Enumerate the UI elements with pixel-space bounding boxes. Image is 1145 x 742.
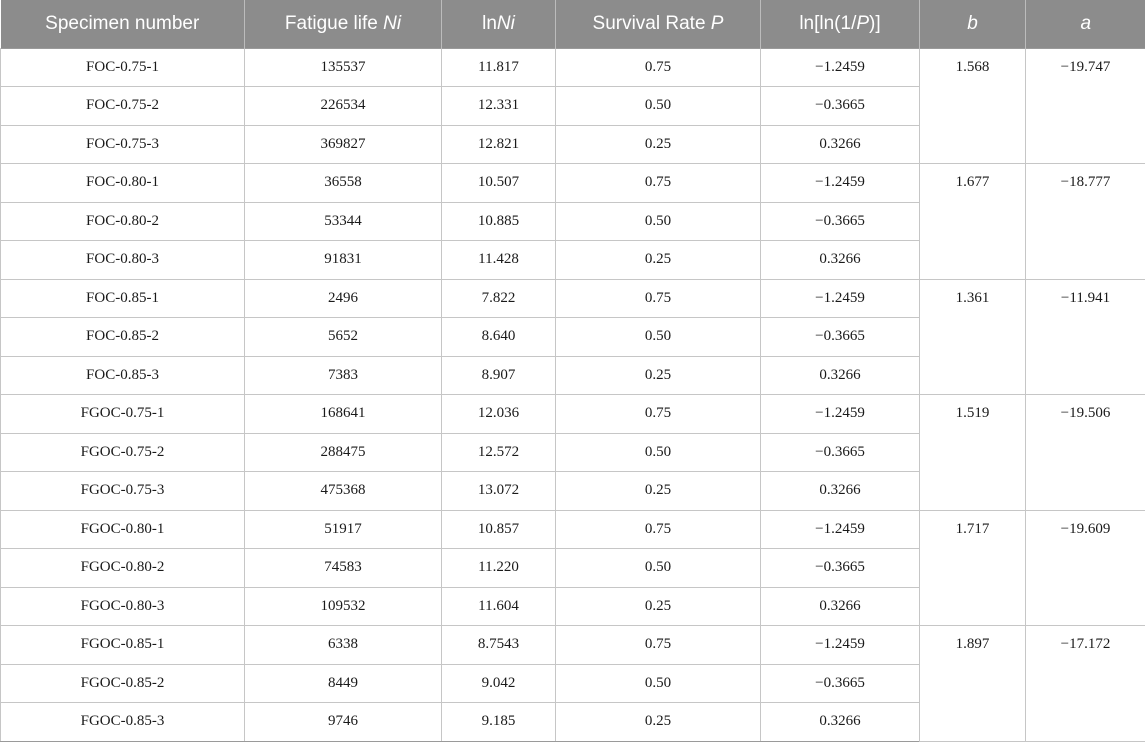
cell-lnln-p: −1.2459 xyxy=(761,395,920,434)
cell-ln-ni: 11.604 xyxy=(442,587,556,626)
header-a xyxy=(1026,0,1145,48)
cell-b-value: 1.568 xyxy=(920,48,1026,164)
cell-specimen: FOC-0.75-2 xyxy=(1,87,245,126)
header-specimen-number xyxy=(1,0,245,48)
cell-lnln-p: 0.3266 xyxy=(761,356,920,395)
cell-survival-rate: 0.50 xyxy=(556,202,761,241)
cell-lnln-p: −0.3665 xyxy=(761,433,920,472)
cell-survival-rate: 0.25 xyxy=(556,587,761,626)
cell-lnln-p: −0.3665 xyxy=(761,318,920,357)
cell-fatigue-life: 5652 xyxy=(245,318,442,357)
cell-fatigue-life: 9746 xyxy=(245,703,442,742)
cell-fatigue-life: 8449 xyxy=(245,664,442,703)
cell-specimen: FGOC-0.75-1 xyxy=(1,395,245,434)
cell-lnln-p: −1.2459 xyxy=(761,164,920,203)
table-row xyxy=(1,626,1145,665)
cell-fatigue-life: 135537 xyxy=(245,48,442,87)
cell-fatigue-life: 2496 xyxy=(245,279,442,318)
cell-fatigue-life: 7383 xyxy=(245,356,442,395)
cell-a-value: −18.777 xyxy=(1026,164,1145,280)
cell-fatigue-life: 53344 xyxy=(245,202,442,241)
header-specimen-text: Specimen number xyxy=(45,13,199,34)
table-header xyxy=(1,0,1145,48)
table-row xyxy=(1,279,1145,318)
cell-lnln-p: 0.3266 xyxy=(761,241,920,280)
cell-ln-ni: 10.507 xyxy=(442,164,556,203)
table-row xyxy=(1,48,1145,87)
cell-fatigue-life: 226534 xyxy=(245,87,442,126)
header-fatigue-symbol: Ni xyxy=(383,13,401,34)
cell-b-value: 1.677 xyxy=(920,164,1026,280)
table-row xyxy=(1,395,1145,434)
cell-survival-rate: 0.25 xyxy=(556,703,761,742)
cell-survival-rate: 0.50 xyxy=(556,318,761,357)
cell-survival-rate: 0.75 xyxy=(556,279,761,318)
cell-ln-ni: 10.857 xyxy=(442,510,556,549)
cell-fatigue-life: 109532 xyxy=(245,587,442,626)
cell-lnln-p: −1.2459 xyxy=(761,626,920,665)
cell-ln-ni: 13.072 xyxy=(442,472,556,511)
cell-specimen: FGOC-0.80-1 xyxy=(1,510,245,549)
header-lnln-post: )] xyxy=(869,13,881,34)
cell-specimen: FGOC-0.80-3 xyxy=(1,587,245,626)
cell-lnln-p: −0.3665 xyxy=(761,549,920,588)
cell-ln-ni: 8.7543 xyxy=(442,626,556,665)
cell-survival-rate: 0.75 xyxy=(556,164,761,203)
cell-a-value: −19.747 xyxy=(1026,48,1145,164)
cell-survival-rate: 0.50 xyxy=(556,664,761,703)
cell-ln-ni: 10.885 xyxy=(442,202,556,241)
cell-ln-ni: 7.822 xyxy=(442,279,556,318)
cell-a-value: −19.609 xyxy=(1026,510,1145,626)
cell-specimen: FOC-0.75-1 xyxy=(1,48,245,87)
table-row xyxy=(1,510,1145,549)
header-survival-rate xyxy=(556,0,761,48)
cell-specimen: FGOC-0.75-2 xyxy=(1,433,245,472)
cell-survival-rate: 0.25 xyxy=(556,356,761,395)
cell-survival-rate: 0.25 xyxy=(556,241,761,280)
cell-lnln-p: −0.3665 xyxy=(761,202,920,241)
cell-b-value: 1.361 xyxy=(920,279,1026,395)
cell-fatigue-life: 369827 xyxy=(245,125,442,164)
header-survival-symbol: P xyxy=(711,13,724,34)
header-fatigue-text: Fatigue life xyxy=(285,13,383,34)
header-ln-symbol: Ni xyxy=(497,13,515,34)
cell-fatigue-life: 6338 xyxy=(245,626,442,665)
cell-lnln-p: −1.2459 xyxy=(761,510,920,549)
header-ln-text: ln xyxy=(482,13,497,34)
cell-survival-rate: 0.75 xyxy=(556,510,761,549)
cell-ln-ni: 12.331 xyxy=(442,87,556,126)
header-fatigue-life xyxy=(245,0,442,48)
cell-specimen: FOC-0.85-2 xyxy=(1,318,245,357)
cell-fatigue-life: 91831 xyxy=(245,241,442,280)
cell-ln-ni: 12.821 xyxy=(442,125,556,164)
cell-survival-rate: 0.25 xyxy=(556,125,761,164)
cell-lnln-p: 0.3266 xyxy=(761,703,920,742)
cell-specimen: FOC-0.75-3 xyxy=(1,125,245,164)
cell-specimen: FOC-0.85-1 xyxy=(1,279,245,318)
cell-lnln-p: 0.3266 xyxy=(761,472,920,511)
cell-specimen: FGOC-0.85-3 xyxy=(1,703,245,742)
cell-a-value: −11.941 xyxy=(1026,279,1145,395)
cell-survival-rate: 0.75 xyxy=(556,626,761,665)
header-row xyxy=(1,0,1145,48)
cell-survival-rate: 0.50 xyxy=(556,87,761,126)
cell-a-value: −17.172 xyxy=(1026,626,1145,742)
cell-ln-ni: 9.042 xyxy=(442,664,556,703)
cell-specimen: FOC-0.80-3 xyxy=(1,241,245,280)
cell-survival-rate: 0.75 xyxy=(556,48,761,87)
cell-ln-ni: 11.428 xyxy=(442,241,556,280)
cell-specimen: FOC-0.85-3 xyxy=(1,356,245,395)
cell-survival-rate: 0.25 xyxy=(556,472,761,511)
cell-b-value: 1.519 xyxy=(920,395,1026,511)
cell-survival-rate: 0.50 xyxy=(556,433,761,472)
cell-fatigue-life: 51917 xyxy=(245,510,442,549)
cell-b-value: 1.717 xyxy=(920,510,1026,626)
cell-ln-ni: 12.572 xyxy=(442,433,556,472)
header-ln-ni xyxy=(442,0,556,48)
header-b-symbol: b xyxy=(967,13,978,34)
cell-lnln-p: 0.3266 xyxy=(761,125,920,164)
cell-fatigue-life: 475368 xyxy=(245,472,442,511)
header-lnln-p xyxy=(761,0,920,48)
header-survival-text: Survival Rate xyxy=(593,13,711,34)
cell-specimen: FOC-0.80-1 xyxy=(1,164,245,203)
cell-ln-ni: 12.036 xyxy=(442,395,556,434)
cell-specimen: FGOC-0.80-2 xyxy=(1,549,245,588)
cell-lnln-p: 0.3266 xyxy=(761,587,920,626)
header-a-symbol: a xyxy=(1080,13,1091,34)
cell-lnln-p: −0.3665 xyxy=(761,664,920,703)
cell-fatigue-life: 36558 xyxy=(245,164,442,203)
header-b xyxy=(920,0,1026,48)
cell-ln-ni: 8.907 xyxy=(442,356,556,395)
cell-specimen: FOC-0.80-2 xyxy=(1,202,245,241)
cell-lnln-p: −1.2459 xyxy=(761,48,920,87)
table-row xyxy=(1,164,1145,203)
cell-lnln-p: −0.3665 xyxy=(761,87,920,126)
cell-survival-rate: 0.75 xyxy=(556,395,761,434)
header-lnln-symbol: P xyxy=(856,13,869,34)
cell-lnln-p: −1.2459 xyxy=(761,279,920,318)
header-lnln-pre: ln[ln(1/ xyxy=(799,13,856,34)
cell-specimen: FGOC-0.85-2 xyxy=(1,664,245,703)
cell-survival-rate: 0.50 xyxy=(556,549,761,588)
cell-b-value: 1.897 xyxy=(920,626,1026,742)
cell-fatigue-life: 74583 xyxy=(245,549,442,588)
cell-ln-ni: 11.220 xyxy=(442,549,556,588)
cell-fatigue-life: 288475 xyxy=(245,433,442,472)
cell-specimen: FGOC-0.75-3 xyxy=(1,472,245,511)
cell-ln-ni: 8.640 xyxy=(442,318,556,357)
cell-ln-ni: 11.817 xyxy=(442,48,556,87)
cell-specimen: FGOC-0.85-1 xyxy=(1,626,245,665)
table-body xyxy=(1,48,1145,741)
cell-a-value: −19.506 xyxy=(1026,395,1145,511)
cell-fatigue-life: 168641 xyxy=(245,395,442,434)
cell-ln-ni: 9.185 xyxy=(442,703,556,742)
